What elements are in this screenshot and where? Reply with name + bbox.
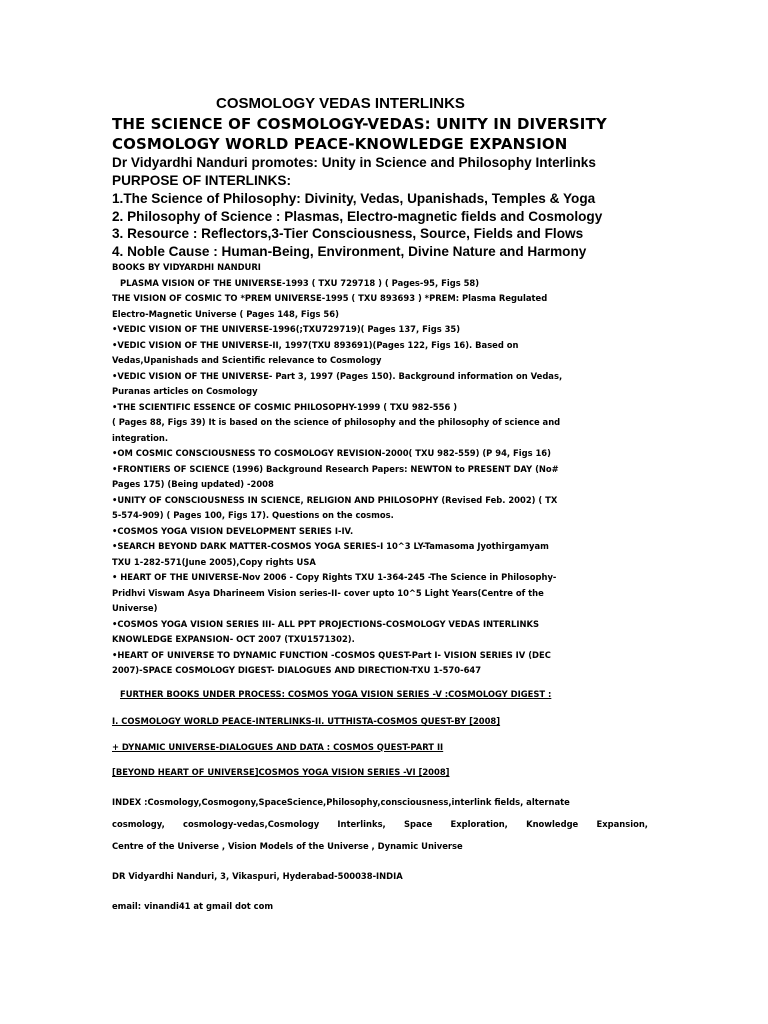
book-line: •COSMOS YOGA VISION DEVELOPMENT SERIES I-IV. [112,525,354,536]
book-line: •FRONTIERS OF SCIENCE (1996) Background Research Papers: NEWTON to PRESENT DAY (No# [112,463,559,474]
book-line: 2007)-SPACE COSMOLOGY DIGEST- DIALOGUES AND DIRECTION-TXU 1-570-647 [112,665,482,675]
index-word: Knowledge [526,818,579,829]
book-line: •COSMOS YOGA VISION SERIES III- ALL PPT PROJECTIONS-COSMOLOGY VEDAS INTERLINKS [112,618,540,629]
book-line: integration. [112,432,169,443]
purpose-item: 4. Noble Cause : Human-Being, Environment, Divine Nature and Harmony [112,243,587,259]
book-line: •HEART OF UNIVERSE TO DYNAMIC FUNCTION -COSMOS QUEST-Part I- VISION SERIES IV (DEC [112,649,551,660]
books-heading: BOOKS BY VIDYARDHI NANDURI [112,262,261,272]
book-line: •OM COSMIC CONSCIOUSNESS TO COSMOLOGY REVISION-2000( TXU 982-559) (P 94, Figs 16) [112,448,551,458]
book-line: ( Pages 88, Figs 39) It is based on the science of philosophy and the philosophy of science and [112,417,561,427]
contact-email: email: vinandi41 at gmail dot com [112,900,274,911]
book-line: Pages 175) (Being updated) -2008 [112,479,274,489]
index-word: Expansion, [596,818,648,829]
book-line: 5-574-909) ( Pages 100, Figs 17). Questions on the cosmos. [112,510,394,520]
index-line: INDEX :Cosmology,Cosmogony,SpaceScience,Philosophy,consciousness,interlink fields, alternate [112,796,570,807]
index-word: Interlinks, [337,818,386,829]
purpose-heading: PURPOSE OF INTERLINKS: [112,173,291,188]
book-line: Puranas articles on Cosmology [112,386,258,396]
index-word: Space [403,818,433,829]
purpose-item: 3. Resource : Reflectors,3-Tier Consciousness, Source, Fields and Flows [112,226,584,241]
book-line: Vedas,Upanishads and Scientific relevance to Cosmology [112,355,382,365]
book-line: •UNITY OF CONSCIOUSNESS IN SCIENCE, RELIGION AND PHILOSOPHY (Revised Feb. 2002) ( TX [112,494,558,505]
promo-line: Dr Vidyardhi Nanduri promotes: Unity in Science and Philosophy Interlinks [112,155,596,170]
book-line: Electro-Magnetic Universe ( Pages 148, Figs 56) [112,308,339,319]
doc-subtitle: THE SCIENCE OF COSMOLOGY-VEDAS: UNITY IN DIVERSITY [112,115,607,133]
index-line: Centre of the Universe , Vision Models of the Universe , Dynamic Universe [112,840,463,851]
purpose-item: 2. Philosophy of Science : Plasmas, Electro-magnetic fields and Cosmology [112,208,603,224]
further-books-line: [BEYOND HEART OF UNIVERSE]COSMOS YOGA VISION SERIES -VI [2008] [112,767,450,777]
book-line: •VEDIC VISION OF THE UNIVERSE-II, 1997(TXU 893691)(Pages 122, Figs 16). Based on [112,339,519,350]
further-books-line: I. COSMOLOGY WORLD PEACE-INTERLINKS-II. UTTHISTA-COSMOS QUEST-BY [2008] [112,716,501,726]
book-line: •THE SCIENTIFIC ESSENCE OF COSMIC PHILOSOPHY-1999 ( TXU 982-556 ) [112,401,458,412]
book-line: Universe) [112,603,158,613]
doc-title: COSMOLOGY VEDAS INTERLINKS [216,95,465,112]
document-page [112,94,652,917]
book-line: •VEDIC VISION OF THE UNIVERSE-1996(;TXU729719)( Pages 137, Figs 35) [112,324,461,334]
index-word: cosmology-vedas,Cosmology [183,818,320,829]
book-line: Pridhvi Viswam Asya Dharineem Vision series-II- cover upto 10^5 Light Years(Centre of the [112,587,544,598]
index-word: cosmology, [112,818,165,829]
further-books-line: + DYNAMIC UNIVERSE-DIALOGUES AND DATA : COSMOS QUEST-PART II [112,741,444,752]
book-line: •VEDIC VISION OF THE UNIVERSE- Part 3, 1997 (Pages 150). Background information on Vedas, [112,370,563,381]
book-line: TXU 1-282-571(June 2005),Copy rights USA [112,556,316,567]
purpose-item: 1.The Science of Philosophy: Divinity, Vedas, Upanishads, Temples & Yoga [112,191,596,206]
book-line: KNOWLEDGE EXPANSION- OCT 2007 (TXU1571302). [112,634,355,644]
book-line: • HEART OF THE UNIVERSE-Nov 2006 - Copy Rights TXU 1-364-245 -The Science in Philosophy- [112,572,557,582]
book-line: THE VISION OF COSMIC TO *PREM UNIVERSE-1995 ( TXU 893693 ) *PREM: Plasma Regulated [112,293,548,303]
index-word: Exploration, [450,818,508,829]
index-line-justified [112,813,648,835]
book-line: •SEARCH BEYOND DARK MATTER-COSMOS YOGA SERIES-I 10^3 LY-Tamasoma Jyothirgamyam [112,541,549,551]
doc-subtitle-2: COSMOLOGY WORLD PEACE-KNOWLEDGE EXPANSION [112,135,568,153]
book-line: PLASMA VISION OF THE UNIVERSE-1993 ( TXU 729718 ) ( Pages-95, Figs 58) [120,277,480,288]
contact-address: DR Vidyardhi Nanduri, 3, Vikaspuri, Hyderabad-500038-INDIA [112,870,403,881]
further-books-line: FURTHER BOOKS UNDER PROCESS: COSMOS YOGA VISION SERIES -V :COSMOLOGY DIGEST : [120,688,552,699]
